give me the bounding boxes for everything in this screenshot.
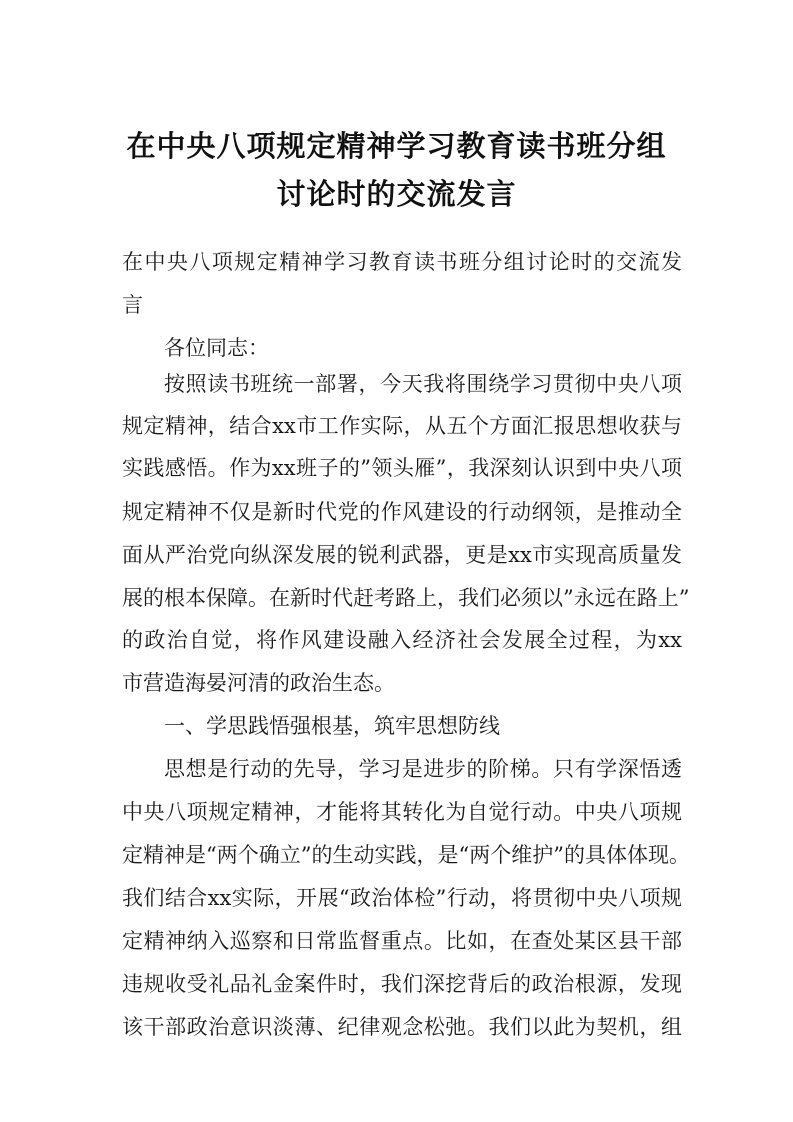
paragraph-line: 展的根本保障。在新时代赶考路上，我们必须以”永远在路上” <box>122 586 690 610</box>
paragraph-line: 的政治自觉，将作风建设融入经济社会发展全过程，为xx <box>122 628 682 652</box>
paragraph-line: 思想是行动的先导，学习是进步的阶梯。只有学深悟透 <box>164 757 682 781</box>
subtitle-line2: 言 <box>122 293 143 317</box>
document-title-line1: 在中央八项规定精神学习教育读书班分组 <box>126 129 667 163</box>
paragraph-line: 定精神是“两个确立”的生动实践，是“两个维护”的具体体现。 <box>122 843 690 867</box>
paragraph-line: 实践感悟。作为xx班子的”领头雁”，我深刻认识到中央八项 <box>122 456 682 480</box>
paragraph-line: 我们结合xx实际，开展“政治体检”行动，将贯彻中央八项规 <box>122 886 682 910</box>
paragraph-line: 定精神纳入巡察和日常监督重点。比如，在查处某区县干部 <box>122 929 682 953</box>
paragraph-line: 面从严治党向纵深发展的锐利武器，更是xx市实现高质量发 <box>122 543 682 567</box>
paragraph-line: 该干部政治意识淡薄、纪律观念松弛。我们以此为契机，组 <box>122 1015 682 1039</box>
paragraph-line: 违规收受礼品礼金案件时，我们深挖背后的政治根源，发现 <box>122 972 682 996</box>
salutation: 各位同志： <box>164 336 269 360</box>
paragraph-line: 市营造海晏河清的政治生态。 <box>122 671 395 695</box>
paragraph-line: 按照读书班统一部署，今天我将围绕学习贯彻中央八项 <box>164 372 682 396</box>
paragraph-line: 规定精神，结合xx市工作实际，从五个方面汇报思想收获与 <box>122 414 682 438</box>
paragraph-line: 中央八项规定精神，才能将其转化为自觉行动。中央八项规 <box>122 800 682 824</box>
paragraph-line: 规定精神不仅是新时代党的作风建设的行动纲领，是推动全 <box>122 500 682 524</box>
document-title-line2: 讨论时的交流发言 <box>276 177 517 211</box>
subtitle-line1: 在中央八项规定精神学习教育读书班分组讨论时的交流发 <box>122 250 682 274</box>
section-heading: 一、学思践悟强根基，筑牢思想防线 <box>164 714 500 738</box>
